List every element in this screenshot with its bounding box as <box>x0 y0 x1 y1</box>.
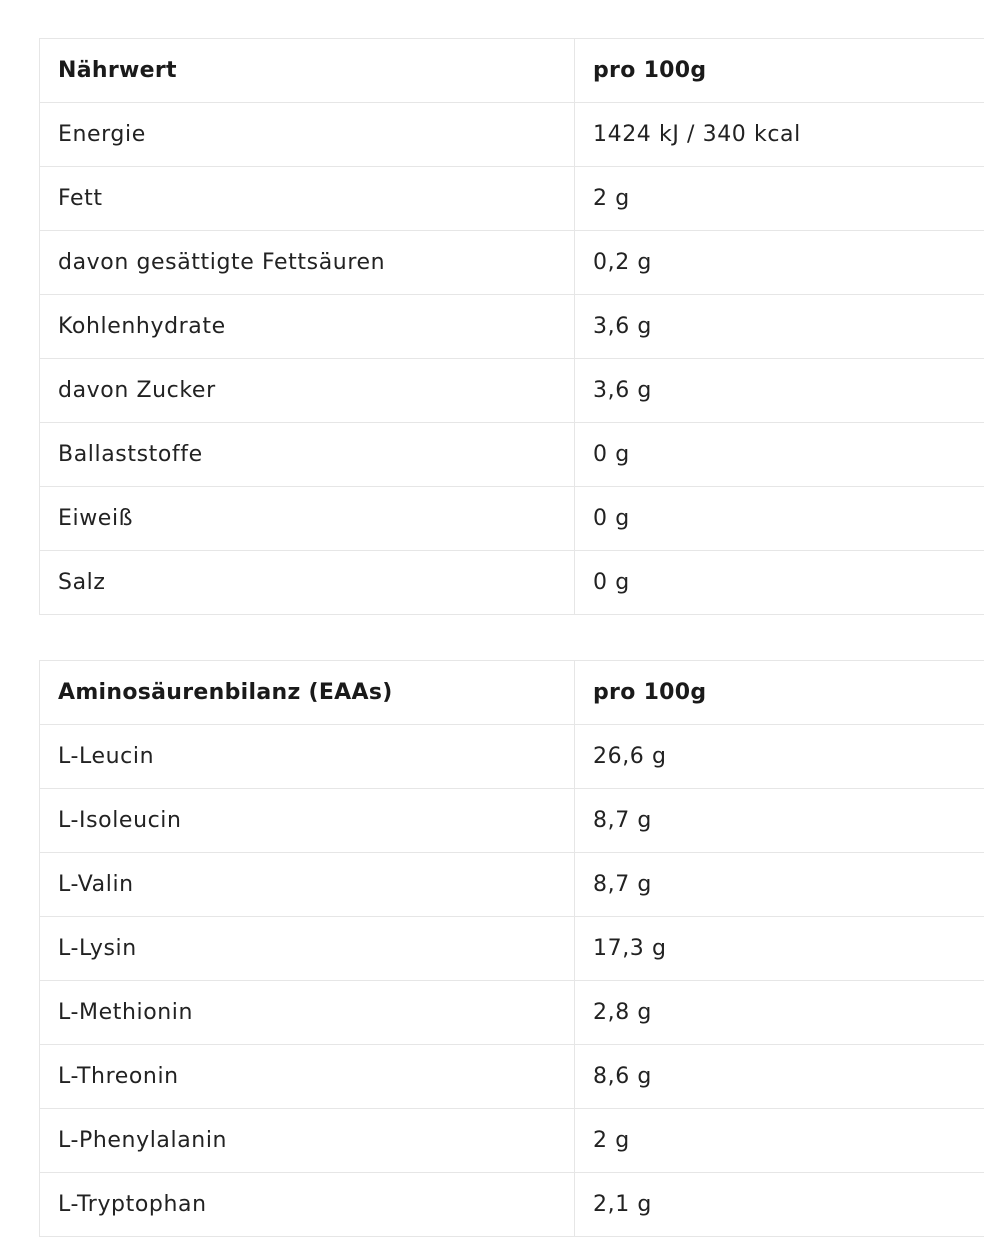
table-row <box>40 423 984 487</box>
header-amino-acid: Aminosäurenbilanz (EAAs) <box>40 661 575 725</box>
nutrient-value: 0 g <box>575 487 984 551</box>
amino-acid-value: 2,8 g <box>575 981 984 1045</box>
table-row <box>40 295 984 359</box>
amino-acid-value: 17,3 g <box>575 917 984 981</box>
nutrient-name: Ballaststoffe <box>40 423 575 487</box>
nutrient-value: 0 g <box>575 423 984 487</box>
table-row <box>40 487 984 551</box>
nutrient-value: 2 g <box>575 167 984 231</box>
amino-acid-value: 8,6 g <box>575 1045 984 1109</box>
amino-acid-name: L-Tryptophan <box>40 1173 575 1237</box>
nutrient-name: davon gesättigte Fettsäuren <box>40 231 575 295</box>
table-row <box>40 167 984 231</box>
table-row <box>40 725 984 789</box>
nutrient-name: Kohlenhydrate <box>40 295 575 359</box>
amino-acid-name: L-Phenylalanin <box>40 1109 575 1173</box>
amino-acid-name: L-Lysin <box>40 917 575 981</box>
amino-acid-value: 8,7 g <box>575 853 984 917</box>
header-nutrient: Nährwert <box>40 39 575 103</box>
header-per-100g: pro 100g <box>575 661 984 725</box>
amino-acid-name: L-Leucin <box>40 725 575 789</box>
amino-acid-value: 2 g <box>575 1109 984 1173</box>
nutrient-value: 3,6 g <box>575 295 984 359</box>
table-header-row <box>40 661 984 725</box>
nutrient-name: Salz <box>40 551 575 615</box>
nutrient-name: Energie <box>40 103 575 167</box>
table-row <box>40 917 984 981</box>
nutrition-table <box>39 38 984 615</box>
table-row <box>40 789 984 853</box>
amino-acid-name: L-Methionin <box>40 981 575 1045</box>
header-per-100g: pro 100g <box>575 39 984 103</box>
amino-acid-name: L-Threonin <box>40 1045 575 1109</box>
nutrient-value: 0 g <box>575 551 984 615</box>
amino-acid-value: 2,1 g <box>575 1173 984 1237</box>
table-row <box>40 551 984 615</box>
amino-acid-name: L-Valin <box>40 853 575 917</box>
table-row <box>40 1173 984 1237</box>
table-row <box>40 231 984 295</box>
amino-acid-value: 8,7 g <box>575 789 984 853</box>
nutrient-name: davon Zucker <box>40 359 575 423</box>
table-header-row <box>40 39 984 103</box>
amino-acid-value: 26,6 g <box>575 725 984 789</box>
amino-acid-table <box>39 660 984 1237</box>
table-row <box>40 981 984 1045</box>
table-row <box>40 359 984 423</box>
nutrient-name: Eiweiß <box>40 487 575 551</box>
nutrient-value: 3,6 g <box>575 359 984 423</box>
table-row <box>40 1109 984 1173</box>
table-row <box>40 1045 984 1109</box>
nutrient-name: Fett <box>40 167 575 231</box>
amino-acid-name: L-Isoleucin <box>40 789 575 853</box>
nutrient-value: 1424 kJ / 340 kcal <box>575 103 984 167</box>
table-row <box>40 853 984 917</box>
nutrient-value: 0,2 g <box>575 231 984 295</box>
table-row <box>40 103 984 167</box>
